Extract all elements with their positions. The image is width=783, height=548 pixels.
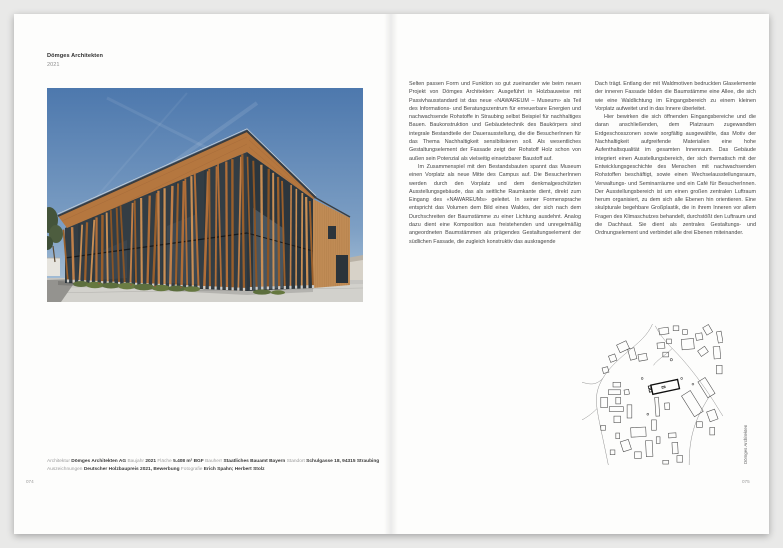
caption-label: Bauherr: [205, 459, 224, 464]
architect-name: Dömges Architekten: [47, 53, 103, 59]
site-plan-highlighted-building: [648, 379, 679, 394]
book-spread: [14, 14, 769, 534]
caption-label: Fläche: [157, 459, 174, 464]
paragraph-1: Selten passen Form und Funktion so gut zueinander wie beim neuen Projekt von Dömges Architekten: Ausgeführt in Holzbauweise mit Passivhausstandard ist das neue «NAWAREUM – Museum» als Teil des Informations- und Beratungszentrum für erneuerbare Energien und nachwachsende Rohstoffe in Straubing selbst Beispiel für nachhaltiges Bauen. Baukonstruktion und Gebäudetechnik des Baukörpers sind integrale Bestandteile der Dauerausstellung, die die BesucherInnen für das Thema Nachhaltigkeit sensibilisieren soll. Als wesentliches Gestaltungselement der Fassade zeigt der Rohstoff Holz schon von außen sein Potenzial als vielseitig einsetzbarer Baustoff auf.: [409, 81, 581, 162]
project-header: [47, 53, 103, 68]
caption-value: Deutscher Holzbaupreis 2021, Bewerbung: [83, 466, 180, 472]
caption-label: Standort: [286, 459, 307, 464]
caption-value: 2021: [145, 459, 156, 464]
caption-value: Erich Spahn; Herbert Stolz: [203, 466, 265, 472]
site-plan: [582, 321, 723, 468]
caption-label: Baujahr: [127, 459, 146, 464]
text-column-2: [595, 80, 756, 238]
caption-label: Auszeichnungen: [47, 466, 84, 472]
caption-value: Dömges Architekten AG: [71, 459, 127, 464]
photo-caption: [47, 458, 393, 474]
page-number-left: 074: [26, 479, 34, 484]
caption-label: Fotografie: [180, 466, 204, 472]
text-column-1: [409, 80, 581, 246]
page-number-right: 075: [742, 479, 750, 484]
caption-value: Schulgasse 18, 94315 Straubing: [306, 459, 380, 464]
caption-value: 5.408 m² BGF: [173, 459, 204, 464]
paragraph-2-continued: Dach trägt. Entlang der mit Waldmotiven bedruckten Glaselemente der inneren Fassade bilden die Baumstämme eine Allee, die sich wie eine Waldlichtung im Eingangsbereich zu einem kleinen Vorplatz aufweitet und in das Innere überleitet.: [595, 81, 756, 112]
caption-value: Staatliches Bauamt Bayern: [223, 459, 286, 464]
paragraph-2: Im Zusammenspiel mit den Bestandsbauten spannt das Museum einen Vorplatz als neue Mitte des Campus auf. Die BesucherInnen werden durch den Vorplatz und dem denkmalgeschützten Ausstellungsgebäude, das als seitliche Raumkante dient, direkt zum Eingang des «NAWAREUMs» geleitet. In seiner Formensprache entspricht das Volumen dem Bild eines Waldes, der sich nach dem Durchschreiten der Baumstämme zu einer Lichtung ausdehnt. Analog dazu dient eine Komposition aus freistehenden und unregelmäßig angeordneten Baumstämmen als prägendes Gestaltungselement der südlichen Fassade, die zugleich konstruktiv das auskragende: [409, 163, 581, 245]
margin-tab-label: Dömges Architekten: [743, 424, 748, 464]
page-fold: [384, 14, 398, 534]
project-year: 2021: [47, 61, 60, 68]
caption-label: Architektur: [47, 459, 72, 464]
paragraph-3: Hier bewirken die sich öffnenden Eingangsbereiche und die daran anschließenden, dem Platzraum zugewandten Erdgeschosszonen sowie sorgfältig ausgewählte, das Motiv der Nachhaltigkeit aufgreifende Materialien eine hohe Aufenthaltsqualität im gesamten Innenraum. Das Gebäude integriert einen Ausstellungsbereich, der sich thematisch mit der Entwicklungsgeschichte des Menschen mit nachwachsenden Rohstoffen beschäftigt, sowie einen Wechselausstellungsraum, Verwaltungs- und Seminarräume und ein Café für BesucherInnen. Der Ausstellungsbereich ist um einen großen zentralen Luftraum herum organisiert, zu dem sich alle Ebenen hin orientieren. Eine skulpturale begehbare Großplastik, die in ihrem Inneren vor allem Fragen des Klimaschutzes behandelt, durchstößt den Luftraum und die Dachhaut. Sie dient als zentrales Gestaltungs- und Ordnungselement und verbindet alle drei Ebenen miteinander.: [595, 114, 756, 237]
site-plan-buildings: [601, 325, 723, 465]
building-photo: [47, 88, 363, 302]
